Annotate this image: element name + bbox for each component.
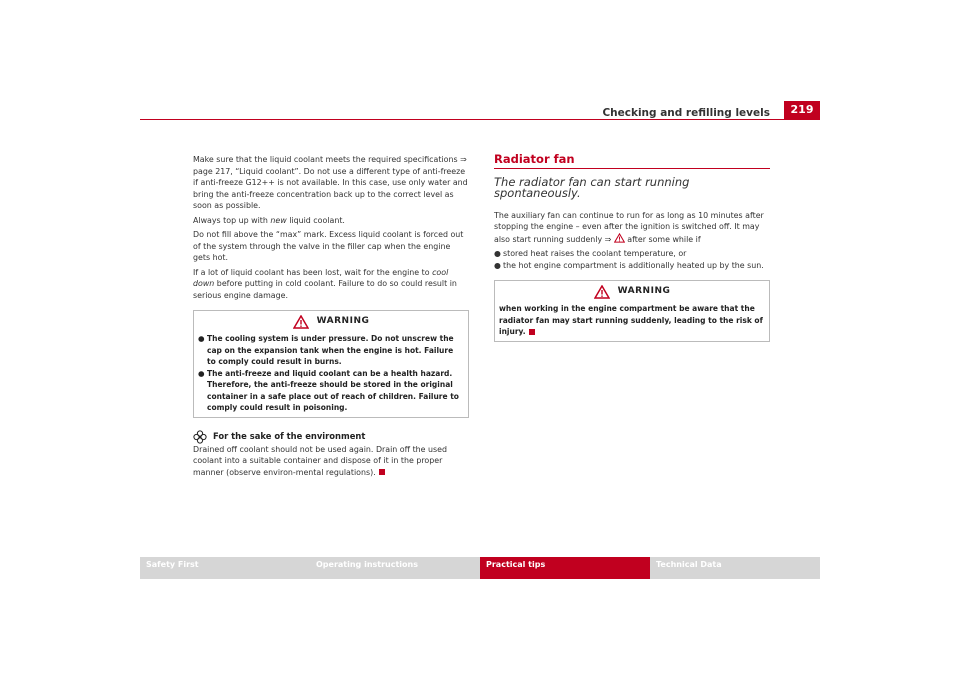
coolant-spec-text: Make sure that the liquid coolant meets the required specifications xyxy=(193,155,458,164)
paragraph-top-up xyxy=(193,215,469,227)
right-column xyxy=(494,154,770,342)
paragraph-cool-down xyxy=(193,267,469,302)
list-item xyxy=(494,248,770,260)
top-up-text-end: liquid coolant. xyxy=(286,215,345,225)
footer-tab-practical[interactable]: Practical tips xyxy=(480,557,650,579)
fan-text: The auxiliary fan can continue to run for as long as 10 minutes after stopping the engine – even after the ignition is switched off. It may also start running suddenly ⇒ xyxy=(494,210,764,244)
warning-box-fan xyxy=(494,280,770,342)
bullet-icon: ● xyxy=(494,249,501,258)
warning-header xyxy=(495,281,769,303)
section-title: Radiator fan xyxy=(494,154,770,169)
top-up-emphasis: new xyxy=(270,215,287,225)
coolant-spec-link-text[interactable]: ⇒ page 217, “Liquid coolant”. Do not use a different type of anti-freeze if anti-freeze G12++ is not available. In this case, use only water and bring the anti-freeze concentration back up to the correct level as soon as possible. xyxy=(193,155,468,210)
environment-flower-icon xyxy=(193,430,207,444)
header-rule xyxy=(140,119,820,120)
warning-item xyxy=(198,368,464,414)
footer-tab-technical[interactable]: Technical Data xyxy=(650,557,820,579)
environment-title: For the sake of the environment xyxy=(213,430,366,441)
environment-body: Drained off coolant should not be used again. Drain off the used coolant into a suitable container and dispose of it in the proper manner (observe environ-mental regulations). xyxy=(193,444,448,477)
warning-text: when working in the engine compartment be aware that the radiator fan may start running suddenly, leading to the risk of injury. xyxy=(499,304,763,336)
warning-body xyxy=(194,333,468,414)
list-item-text: stored heat raises the coolant temperature, or xyxy=(503,249,687,258)
section-end-mark xyxy=(379,469,385,475)
environment-header xyxy=(193,430,469,444)
warning-triangle-icon xyxy=(594,285,610,299)
warning-item-text: The cooling system is under pressure. Do not unscrew the cap on the expansion tank when the engine is hot. Failure to comply could result in burns. xyxy=(207,334,454,366)
list-item-text: the hot engine compartment is additionally heated up by the sun. xyxy=(503,260,764,270)
footer-tab-safety[interactable]: Safety First xyxy=(140,557,310,579)
page-header-title: Checking and refilling levels xyxy=(602,107,770,119)
section-end-mark xyxy=(529,329,535,335)
paragraph-fan xyxy=(494,210,770,246)
warning-item-text: The anti-freeze and liquid coolant can be a health hazard. Therefore, the anti-freeze should be stored in the original container in a safe place out of reach of children. Failure to comply could result in poisoning. xyxy=(207,368,459,412)
cool-down-text: If a lot of liquid coolant has been lost, wait for the engine to xyxy=(193,267,433,277)
bullet-icon: ● xyxy=(198,334,205,343)
cool-down-text-end: before putting in cold coolant. Failure to do so could result in serious engine damage. xyxy=(193,279,457,300)
paragraph-max-mark: Do not fill above the “max” mark. Excess liquid coolant is forced out of the system through the valve in the filler cap when the engine gets hot. xyxy=(193,230,464,262)
paragraph-coolant-spec xyxy=(193,154,469,212)
page-number: 219 xyxy=(784,101,820,119)
footer-tab-operating[interactable]: Operating instructions xyxy=(310,557,480,579)
warning-title: WARNING xyxy=(316,316,370,327)
top-up-text: Always top up with xyxy=(193,215,271,225)
warning-box-cooling xyxy=(193,310,469,418)
warning-item xyxy=(198,333,464,368)
left-column xyxy=(193,154,469,481)
list-item xyxy=(494,260,770,272)
warning-header xyxy=(194,311,468,333)
warning-triangle-icon xyxy=(293,315,309,329)
bullet-icon: ● xyxy=(198,368,205,378)
section-subtitle: The radiator fan can start running spontaneously. xyxy=(494,174,690,200)
warning-title: WARNING xyxy=(617,286,671,297)
warning-triangle-icon[interactable] xyxy=(614,233,625,243)
warning-body xyxy=(495,303,769,338)
bullet-icon: ● xyxy=(494,260,501,270)
cool-down-emphasis: cool down xyxy=(193,267,449,288)
environment-text xyxy=(193,444,469,479)
fan-text-end: after some while if xyxy=(624,234,701,244)
